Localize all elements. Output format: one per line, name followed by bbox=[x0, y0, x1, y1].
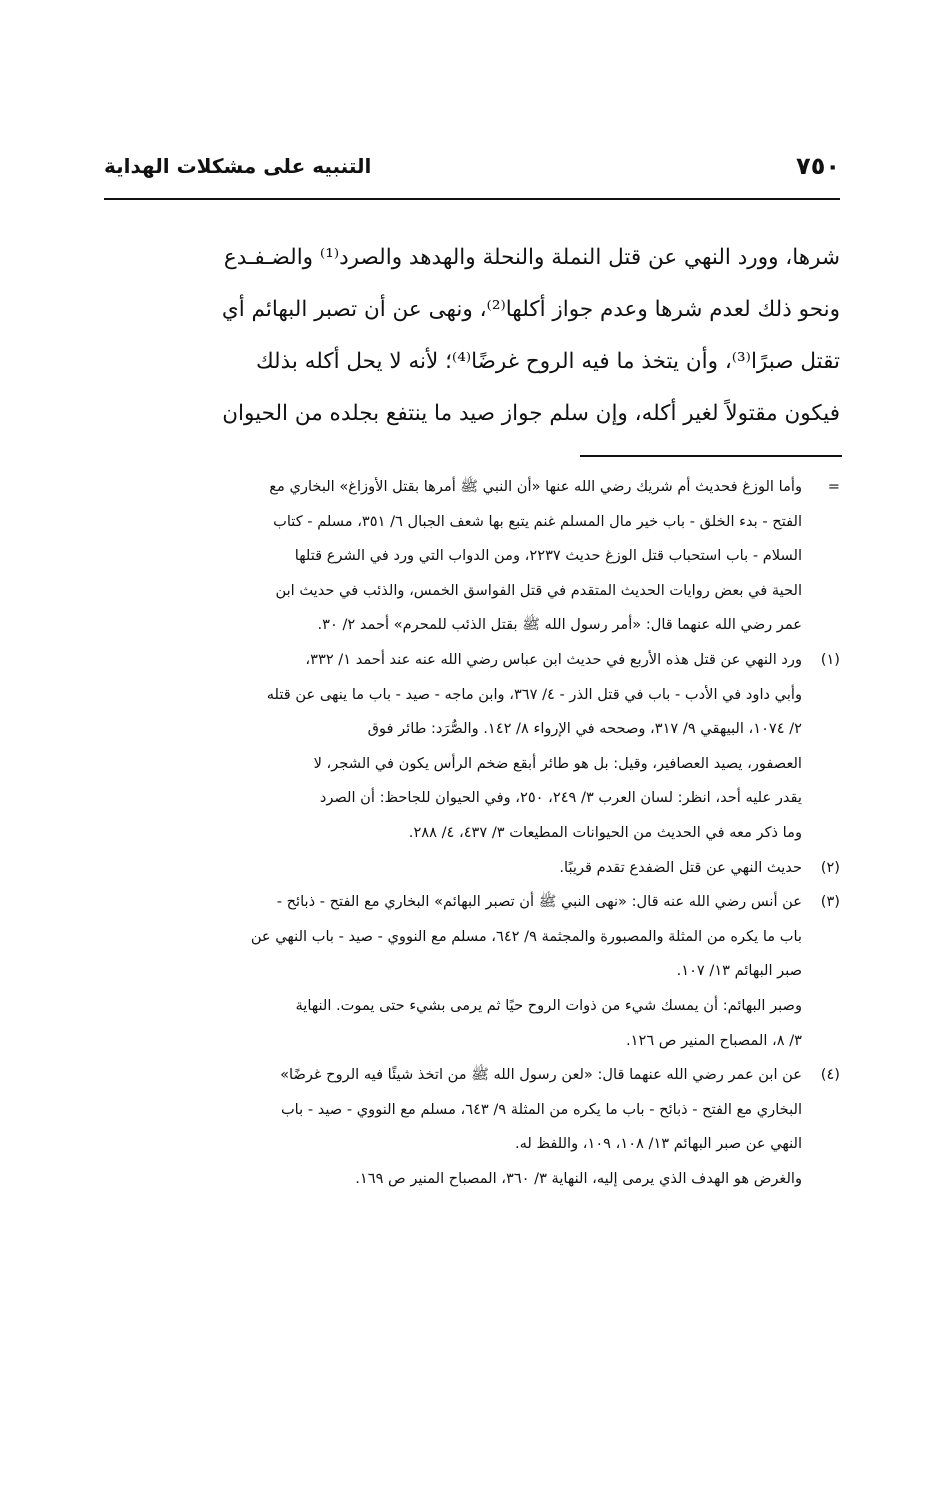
book-title: التنبيه على مشكلات الهداية bbox=[104, 154, 372, 178]
footnote-line: وأبي داود في الأدب - باب في قتل الذر - ٤/ ٣٦٧، وابن ماجه - صيد - باب ما ينهى عن قتله bbox=[266, 685, 802, 703]
body-line: ونحو ذلك لعدم شرها وعدم جواز أكلها⁽²⁾، ونهى عن أن تصبر البهائم أي bbox=[221, 297, 840, 322]
footnote-marker: (٢) bbox=[820, 858, 840, 876]
header-divider bbox=[104, 198, 840, 200]
footnote-line: العصفور، يصيد العصافير، وقيل: بل هو طائر أبقع ضخم الرأس يكون في الشجر، لا bbox=[313, 754, 802, 772]
footnote-marker: (٣) bbox=[820, 893, 840, 911]
footnote-line: السلام - باب استحباب قتل الوزغ حديث ٢٢٣٧، ومن الدواب التي ورد في الشرع قتلها bbox=[294, 547, 802, 565]
footnote-line: الحية في بعض روايات الحديث المتقدم في قتل الفواسق الخمس، والذئب في حديث ابن bbox=[275, 581, 802, 599]
footnote-line: والغرض هو الهدف الذي يرمى إليه، النهاية ٣/ ٣٦٠، المصباح المنير ص ١٦٩. bbox=[355, 1169, 802, 1187]
footnote-line: يقدر عليه أحد، انظر: لسان العرب ٣/ ٢٤٩، ٢٥٠، وفي الحيوان للجاحظ: أن الصرد bbox=[319, 789, 802, 807]
footnote-line: عن ابن عمر رضي الله عنهما قال: «لعن رسول الله ﷺ من اتخذ شيئًا فيه الروح غرضًا» bbox=[280, 1066, 802, 1084]
footnote-separator bbox=[580, 455, 842, 457]
footnote-line: ٢/ ١٠٧٤، البيهقي ٩/ ٣١٧، وصححه في الإرواء ٨/ ١٤٢. والصُّرَد: طائر فوق bbox=[367, 720, 802, 738]
footnote-marker: (١) bbox=[820, 650, 840, 668]
footnote-line: ٣/ ٨، المصباح المنير ص ١٢٦. bbox=[626, 1031, 802, 1049]
footnote-marker: (٤) bbox=[820, 1066, 840, 1084]
footnote-line: وأما الوزغ فحديث أم شريك رضي الله عنها «أن النبي ﷺ أمرها بقتل الأوزاغ» البخاري مع bbox=[269, 478, 802, 495]
footnote-line: الفتح - بدء الخلق - باب خير مال المسلم غنم يتبع بها شعف الجبال ٦/ ٣٥١، مسلم - كتاب bbox=[273, 512, 802, 530]
footnote-line: صبر البهائم ١٣/ ١٠٧. bbox=[676, 962, 802, 980]
footnote-line: باب ما يكره من المثلة والمصبورة والمجثمة ٩/ ٦٤٢، مسلم مع النووي - صيد - باب النهي عن bbox=[250, 927, 802, 945]
footnote-continued bbox=[104, 470, 840, 643]
body-line: شرها، وورد النهي عن قتل النملة والنحلة والهدهد والصرد⁽¹⁾ والضـفـدع bbox=[223, 245, 840, 270]
footnote-1 bbox=[104, 643, 840, 851]
page-header bbox=[104, 150, 840, 190]
page-number: ٧٥٠ bbox=[796, 152, 840, 180]
footnote-line: ورد النهي عن قتل هذه الأربع في حديث ابن عباس رضي الله عنه عند أحمد ١/ ٣٣٢، bbox=[305, 650, 802, 668]
footnote-4 bbox=[104, 1058, 840, 1196]
footnote-line: النهي عن صبر البهائم ١٣/ ١٠٨، ١٠٩، واللفظ له. bbox=[514, 1135, 802, 1153]
footnote-3 bbox=[104, 885, 840, 1058]
footnote-marker: = bbox=[827, 478, 840, 495]
footnote-line: وصبر البهائم: أن يمسك شيء من ذوات الروح حيًا ثم يرمى بشيء حتى يموت. النهاية bbox=[295, 996, 802, 1014]
footnotes-section bbox=[104, 470, 840, 1196]
footnote-2 bbox=[104, 851, 840, 886]
footnote-line: عن أنس رضي الله عنه قال: «نهى النبي ﷺ أن تصبر البهائم» البخاري مع الفتح - ذبائح - bbox=[276, 893, 802, 911]
body-line: تقتل صبرًا⁽³⁾، وأن يتخذ ما فيه الروح غرضًا⁽⁴⁾؛ لأنه لا يحل أكله بذلك bbox=[255, 349, 840, 374]
footnote-line: حديث النهي عن قتل الضفدع تقدم قريبًا. bbox=[559, 858, 802, 876]
footnote-line: عمر رضي الله عنهما قال: «أمر رسول الله ﷺ بقتل الذئب للمحرم» أحمد ٢/ ٣٠. bbox=[317, 616, 802, 634]
body-line: فيكون مقتولاً لغير أكله، وإن سلم جواز صيد ما ينتفع بجلده من الحيوان bbox=[222, 401, 840, 426]
footnote-line: وما ذكر معه في الحديث من الحيوانات المطيعات ٣/ ٤٣٧، ٤/ ٢٨٨. bbox=[408, 823, 802, 841]
footnote-line: البخاري مع الفتح - ذبائح - باب ما يكره من المثلة ٩/ ٦٤٣، مسلم مع النووي - صيد - باب bbox=[280, 1100, 802, 1118]
main-body-text bbox=[104, 232, 840, 440]
